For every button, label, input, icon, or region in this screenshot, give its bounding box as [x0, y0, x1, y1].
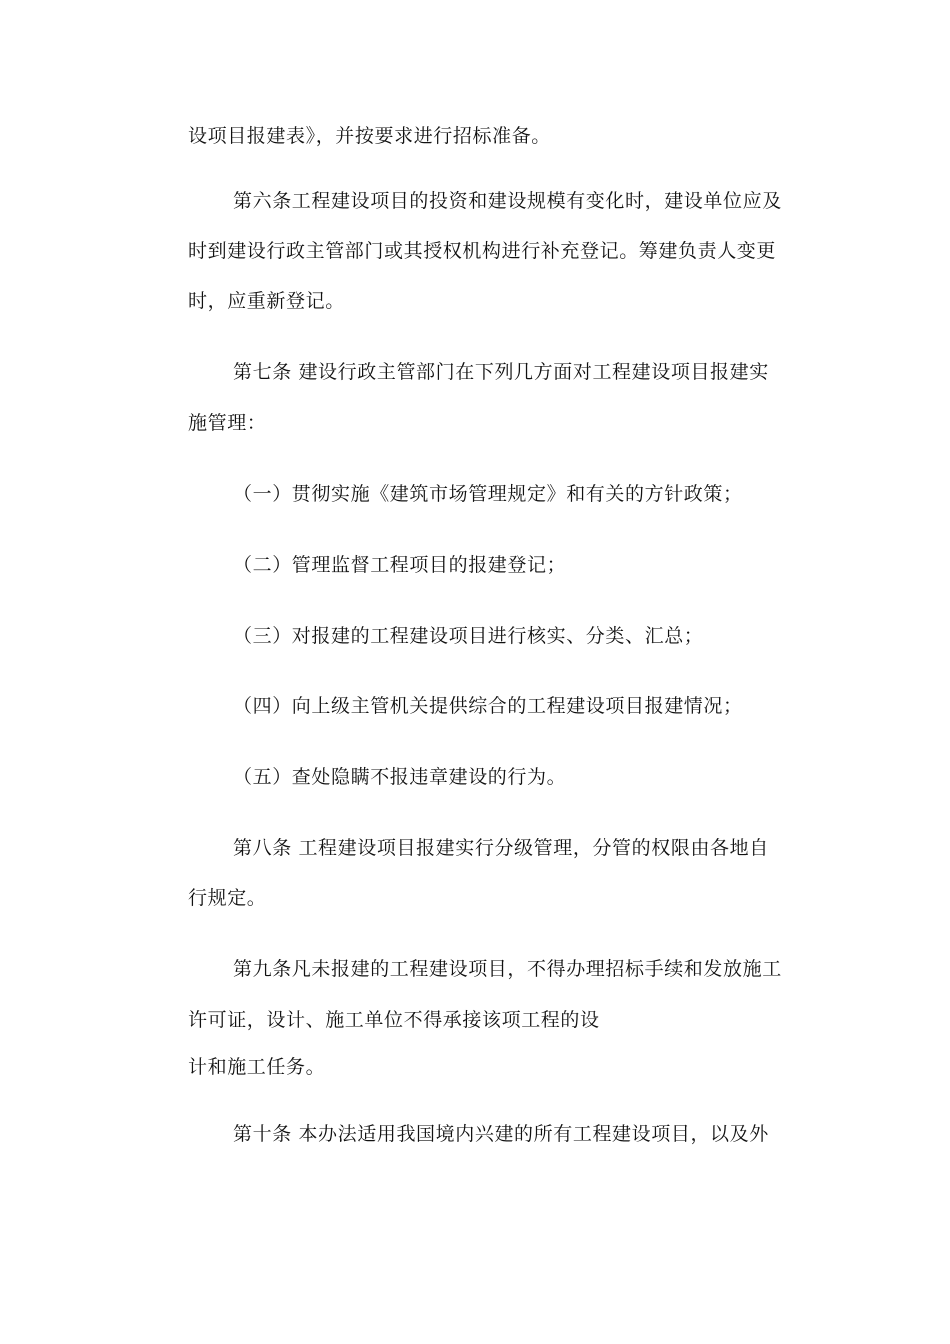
article-8-line-1: 第八条 工程建设项目报建实行分级管理，分管的权限由各地自 [233, 837, 769, 859]
text-line: 设项目报建表》，并按要求进行招标准备。 [188, 125, 551, 147]
text-line: 计和施工任务。 [188, 1056, 326, 1078]
article-9-line-1: 第九条凡未报建的工程建设项目，不得办理招标手续和发放施工 [233, 958, 782, 980]
text-line: 时，应重新登记。 [188, 290, 345, 312]
list-item: （五）查处隐瞒不报违章建设的行为。 [233, 766, 567, 788]
list-item: （二）管理监督工程项目的报建登记； [233, 554, 567, 576]
text-line: 施管理： [188, 412, 267, 434]
article-6-line-1: 第六条工程建设项目的投资和建设规模有变化时，建设单位应及 [233, 190, 782, 212]
text-line: 许可证，设计、施工单位不得承接该项工程的设 [188, 1009, 600, 1031]
text-line: 行规定。 [188, 887, 267, 909]
article-7-line-1: 第七条 建设行政主管部门在下列几方面对工程建设项目报建实 [233, 361, 769, 383]
list-item: （一）贯彻实施《建筑市场管理规定》和有关的方针政策； [233, 483, 743, 505]
list-item: （四）向上级主管机关提供综合的工程建设项目报建情况； [233, 695, 743, 717]
text-line: 时到建设行政主管部门或其授权机构进行补充登记。筹建负责人变更 [188, 240, 777, 262]
article-10-line-1: 第十条 本办法适用我国境内兴建的所有工程建设项目，以及外 [233, 1123, 769, 1145]
list-item: （三）对报建的工程建设项目进行核实、分类、汇总； [233, 625, 704, 647]
